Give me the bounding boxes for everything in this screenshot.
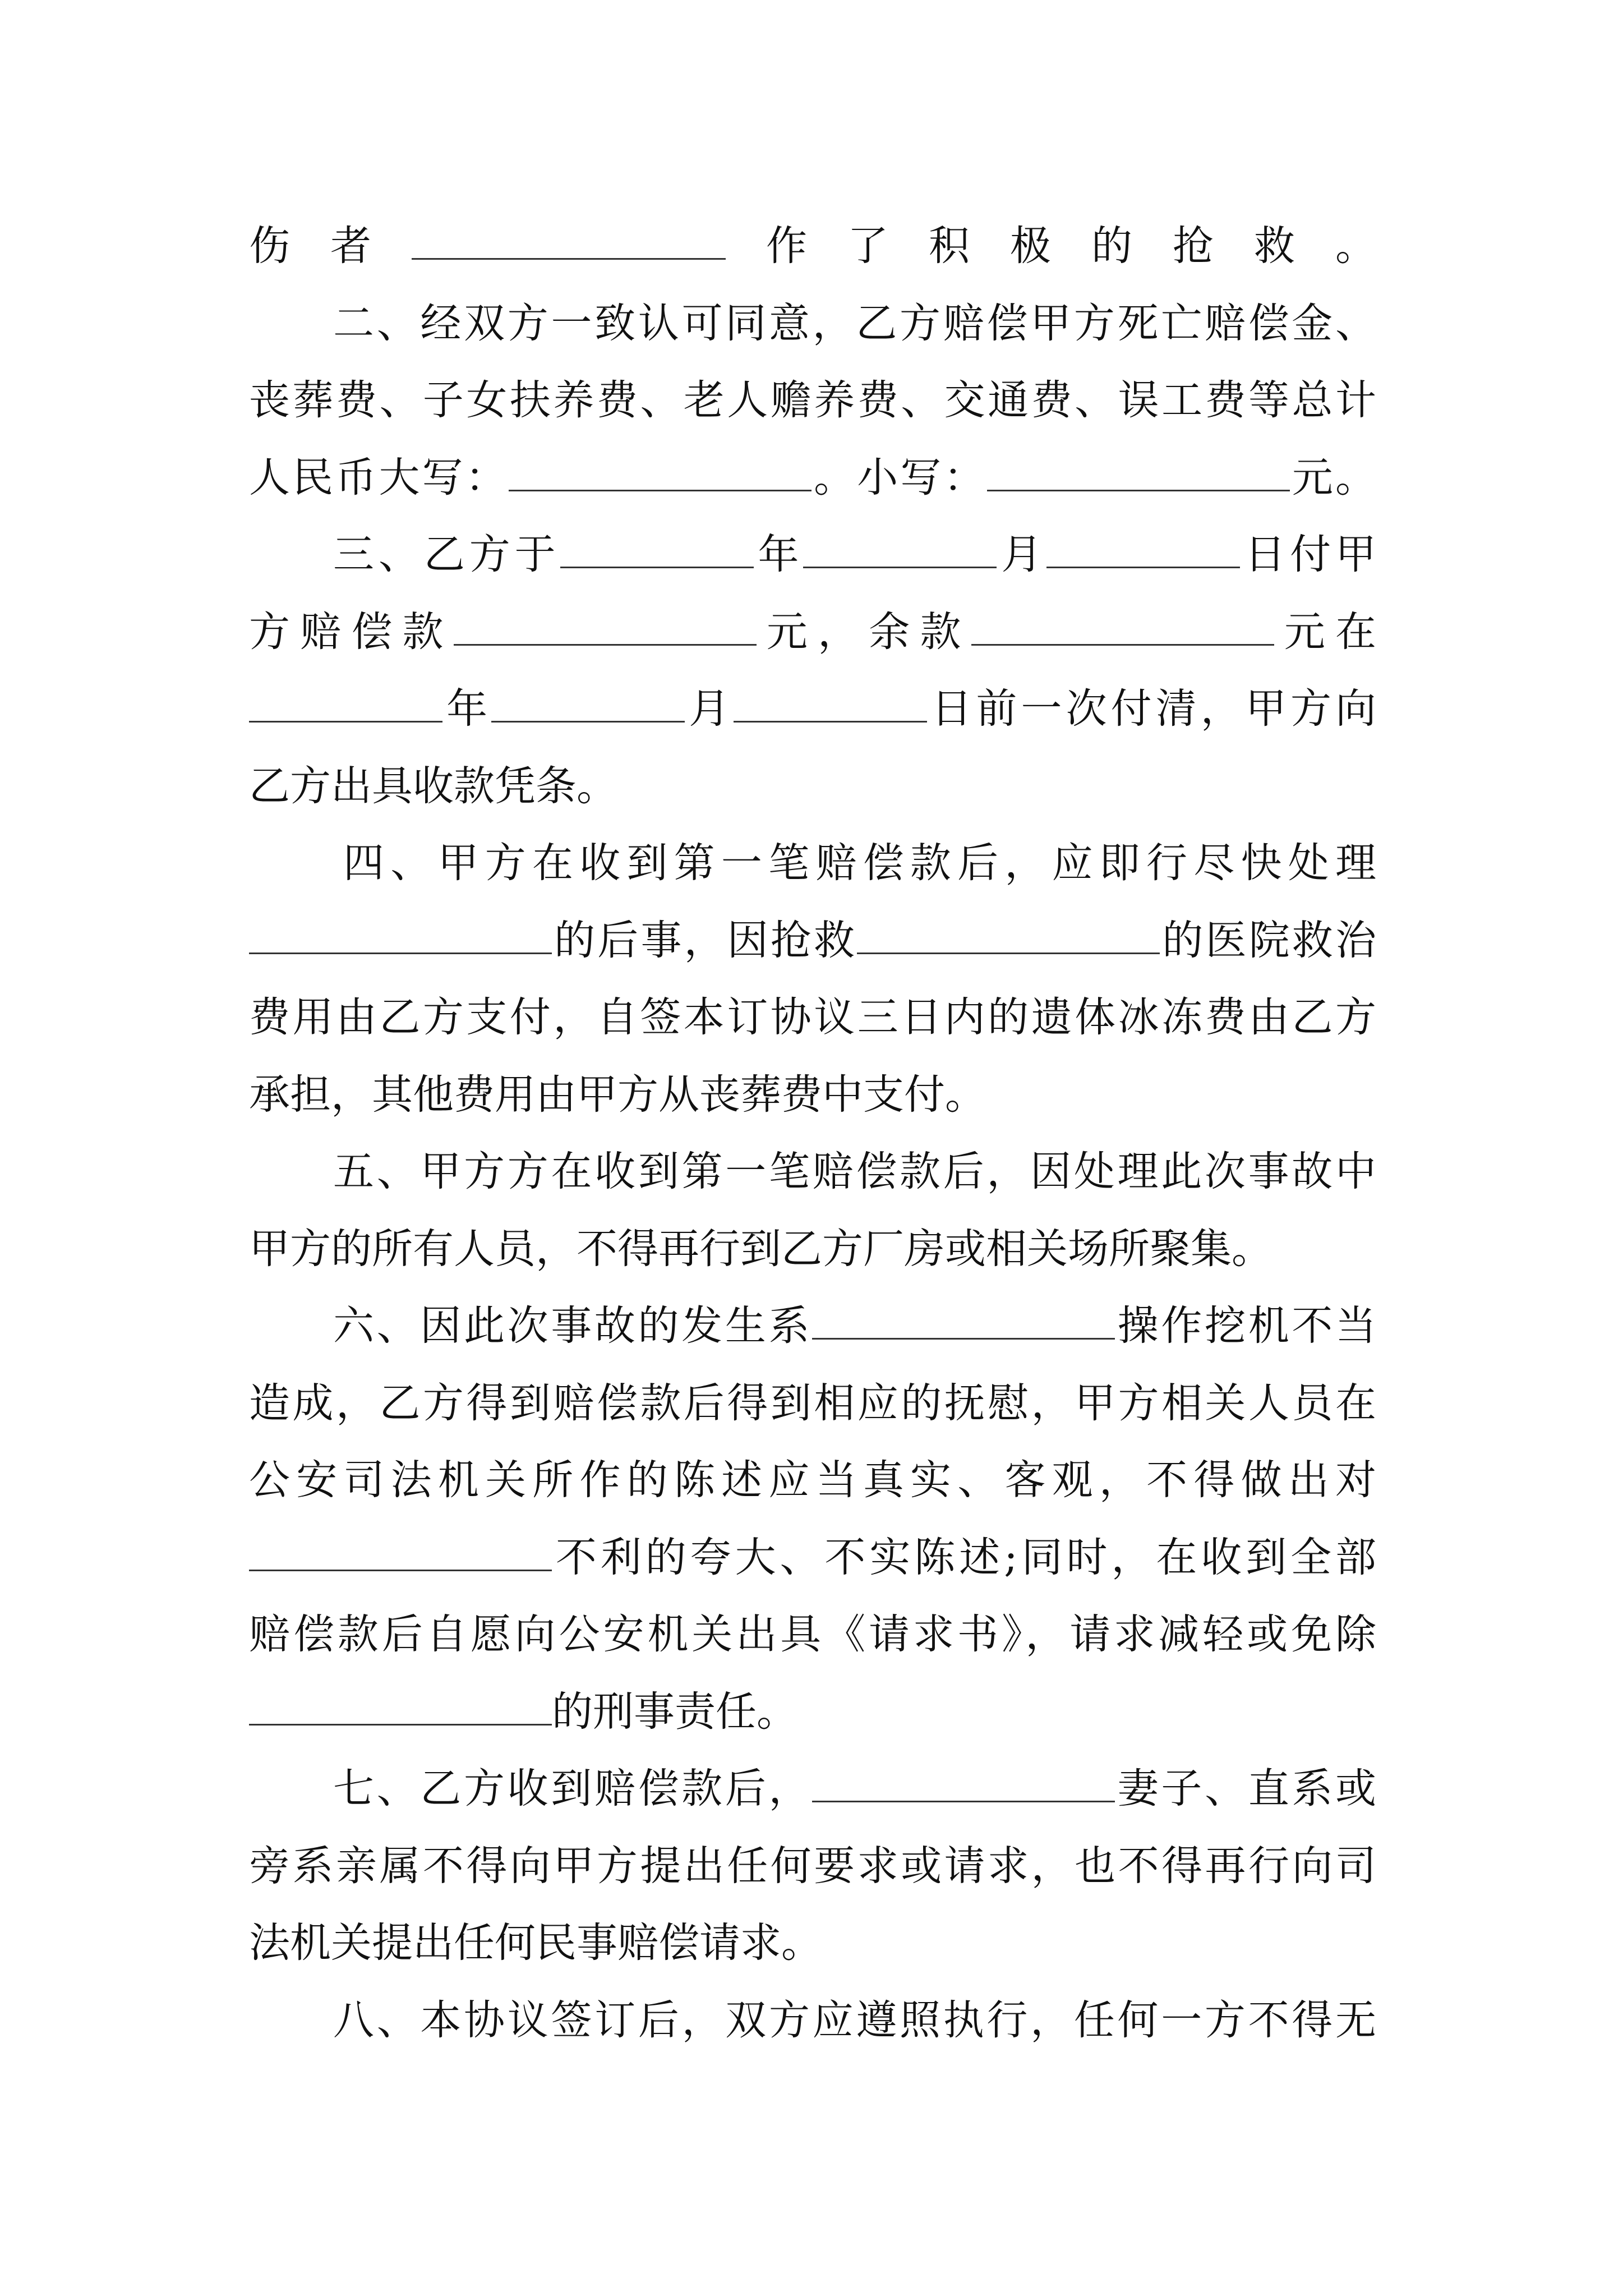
day-blank[interactable]	[1046, 533, 1240, 568]
day-blank[interactable]	[734, 687, 927, 723]
deceased-name-blank[interactable]	[812, 1767, 1115, 1802]
clause-2-line-2: 丧葬费、子女扶养费、老人赡养费、交通费、误工费等总计	[249, 376, 1376, 424]
clause-6-line-1: 六、因此次事故的发生系 操作挖机不当	[333, 1302, 1376, 1350]
deceased-name-blank[interactable]	[249, 919, 552, 954]
clause-7-line-2: 旁系亲属不得向甲方提出任何要求或请求，也不得再行向司	[249, 1842, 1376, 1890]
clause-3-line-4: 乙方出具收款凭条。	[249, 762, 617, 810]
amount-lowercase-blank[interactable]	[987, 456, 1290, 491]
clause-6-line-6: 的刑事责任。	[249, 1673, 1376, 1751]
clause-2-line-3: 人民币大写： 。小写： 元。	[249, 453, 1376, 501]
clause-7-line-3: 法机关提出任何民事赔偿请求。	[249, 1919, 822, 1967]
clause-6-line-2: 造成，乙方得到赔偿款后得到相应的抚慰，甲方相关人员在	[249, 1379, 1376, 1427]
clause-3-line-2: 方赔偿款 元，余款 元在	[249, 608, 1376, 656]
operator-name-blank[interactable]	[812, 1304, 1115, 1340]
clause-5-line-1: 五、甲方方在收到第一笔赔偿款后，因处理此次事故中	[333, 1148, 1376, 1195]
clause-8-line-1: 八、本协议签订后，双方应遵照执行，任何一方不得无	[333, 1996, 1376, 2044]
party-name-blank[interactable]	[249, 1536, 552, 1571]
clause-6-line-4: 不利的夸大、不实陈述;同时，在收到全部	[249, 1519, 1376, 1596]
agreement-text	[249, 208, 1376, 2059]
clause-6-line-3: 公安司法机关所作的陈述应当真实、客观，不得做出对	[249, 1456, 1376, 1504]
rescued-name-blank[interactable]	[857, 919, 1160, 954]
blank-field[interactable]	[412, 224, 726, 260]
year-blank[interactable]	[249, 687, 442, 723]
payment-amount-blank[interactable]	[454, 610, 757, 646]
text-line-1: 伤者 作了积极的抢救。	[249, 222, 1376, 270]
party-name-blank[interactable]	[249, 1690, 552, 1726]
clause-4-line-3: 费用由乙方支付，自签本订协议三日内的遗体冰冻费由乙方	[249, 993, 1376, 1041]
year-blank[interactable]	[560, 533, 754, 568]
month-blank[interactable]	[491, 687, 685, 723]
clause-4-line-4: 承担，其他费用由甲方从丧葬费中支付。	[249, 1070, 986, 1119]
amount-uppercase-blank[interactable]	[509, 456, 811, 491]
clause-5-line-2: 甲方的所有人员，不得再行到乙方厂房或相关场所聚集。	[249, 1225, 1272, 1273]
month-blank[interactable]	[803, 533, 997, 568]
balance-amount-blank[interactable]	[971, 610, 1274, 646]
clause-4-line-1: 四、甲方在收到第一笔赔偿款后，应即行尽快处理	[343, 839, 1376, 887]
clause-4-line-2: 的后事，因抢救 的医院救治	[249, 902, 1376, 979]
clause-3-line-1: 三、乙方于 年 月 日付甲	[333, 531, 1376, 578]
clause-3-line-3: 年 月 日前一次付清，甲方向	[249, 670, 1376, 748]
clause-7-line-1: 七、乙方收到赔偿款后， 妻子、直系或	[333, 1765, 1376, 1812]
clause-2-line-1: 二、经双方一致认可同意，乙方赔偿甲方死亡赔偿金、	[333, 299, 1376, 347]
clause-6-line-5: 赔偿款后自愿向公安机关出具《请求书》，请求减轻或免除	[249, 1611, 1376, 1658]
